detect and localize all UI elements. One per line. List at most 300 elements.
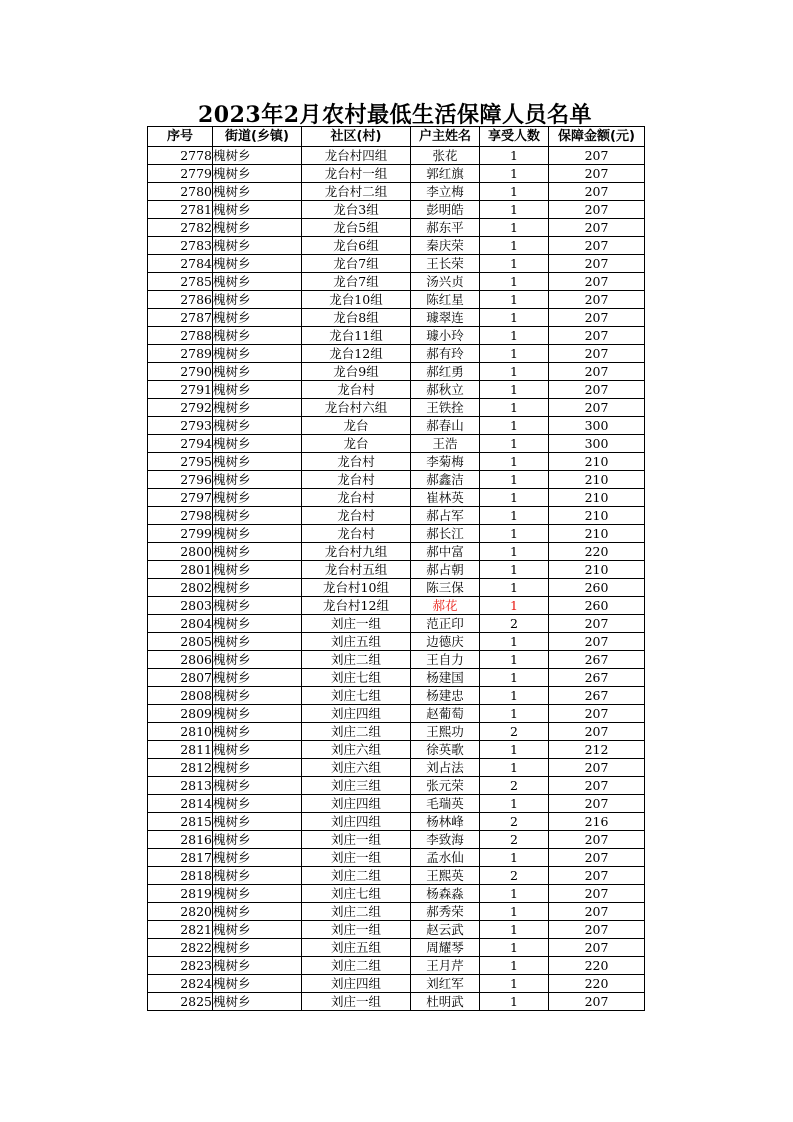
householder-name-cell: 孟水仙 [411, 849, 480, 867]
table-row [148, 921, 645, 939]
table-row [148, 957, 645, 975]
community-cell: 龙台村九组 [302, 543, 411, 561]
street-cell: 槐树乡 [213, 705, 302, 723]
beneficiary-count-cell: 1 [480, 165, 549, 183]
header-serial-no: 序号 [148, 127, 213, 147]
community-cell: 龙台村一组 [302, 165, 411, 183]
table-row [148, 345, 645, 363]
street-cell: 槐树乡 [213, 345, 302, 363]
table-row [148, 561, 645, 579]
householder-name-cell: 杨森淼 [411, 885, 480, 903]
community-cell: 刘庄六组 [302, 759, 411, 777]
amount-cell: 207 [549, 723, 645, 741]
amount-cell: 220 [549, 957, 645, 975]
beneficiary-count-cell: 1 [480, 363, 549, 381]
street-cell: 槐树乡 [213, 525, 302, 543]
community-cell: 龙台7组 [302, 255, 411, 273]
table-row [148, 651, 645, 669]
serial-no-cell: 2813 [148, 777, 213, 795]
householder-name-cell: 周耀琴 [411, 939, 480, 957]
community-cell: 刘庄二组 [302, 957, 411, 975]
beneficiary-count-cell: 1 [480, 345, 549, 363]
table-row [148, 579, 645, 597]
serial-no-cell: 2805 [148, 633, 213, 651]
householder-name-cell: 郝东平 [411, 219, 480, 237]
table-row [148, 507, 645, 525]
street-cell: 槐树乡 [213, 273, 302, 291]
street-cell: 槐树乡 [213, 921, 302, 939]
amount-cell: 207 [549, 885, 645, 903]
table-row [148, 273, 645, 291]
serial-no-cell: 2816 [148, 831, 213, 849]
community-cell: 龙台村 [302, 489, 411, 507]
community-cell: 龙台村二组 [302, 183, 411, 201]
serial-no-cell: 2786 [148, 291, 213, 309]
community-cell: 刘庄四组 [302, 813, 411, 831]
table-row [148, 471, 645, 489]
householder-name-cell: 汤兴贞 [411, 273, 480, 291]
amount-cell: 207 [549, 147, 645, 165]
beneficiary-count-cell: 2 [480, 831, 549, 849]
beneficiary-count-cell: 1 [480, 237, 549, 255]
serial-no-cell: 2810 [148, 723, 213, 741]
serial-no-cell: 2798 [148, 507, 213, 525]
beneficiary-count-cell: 1 [480, 435, 549, 453]
community-cell: 龙台6组 [302, 237, 411, 255]
street-cell: 槐树乡 [213, 975, 302, 993]
street-cell: 槐树乡 [213, 615, 302, 633]
street-cell: 槐树乡 [213, 579, 302, 597]
street-cell: 槐树乡 [213, 633, 302, 651]
amount-cell: 207 [549, 345, 645, 363]
beneficiary-count-cell: 1 [480, 201, 549, 219]
table-row [148, 903, 645, 921]
table-row [148, 543, 645, 561]
table-row [148, 147, 645, 165]
header-householder-name: 户主姓名 [411, 127, 480, 147]
serial-no-cell: 2796 [148, 471, 213, 489]
beneficiary-count-cell: 1 [480, 327, 549, 345]
street-cell: 槐树乡 [213, 867, 302, 885]
amount-cell: 267 [549, 651, 645, 669]
amount-cell: 207 [549, 993, 645, 1011]
amount-cell: 210 [549, 525, 645, 543]
table-row [148, 939, 645, 957]
beneficiary-count-cell: 1 [480, 147, 549, 165]
beneficiary-count-cell: 1 [480, 291, 549, 309]
community-cell: 刘庄四组 [302, 705, 411, 723]
serial-no-cell: 2778 [148, 147, 213, 165]
beneficiary-count-cell: 1 [480, 507, 549, 525]
serial-no-cell: 2811 [148, 741, 213, 759]
street-cell: 槐树乡 [213, 939, 302, 957]
householder-name-cell: 刘占法 [411, 759, 480, 777]
table-row [148, 831, 645, 849]
amount-cell: 207 [549, 255, 645, 273]
header-community: 社区(村) [302, 127, 411, 147]
beneficiary-count-cell: 1 [480, 957, 549, 975]
community-cell: 龙台9组 [302, 363, 411, 381]
street-cell: 槐树乡 [213, 147, 302, 165]
serial-no-cell: 2823 [148, 957, 213, 975]
street-cell: 槐树乡 [213, 363, 302, 381]
street-cell: 槐树乡 [213, 669, 302, 687]
street-cell: 槐树乡 [213, 795, 302, 813]
householder-name-cell: 崔林英 [411, 489, 480, 507]
beneficiary-count-cell: 1 [480, 687, 549, 705]
table-row [148, 201, 645, 219]
amount-cell: 212 [549, 741, 645, 759]
page-title: 2023年2月农村最低生活保障人员名单 [197, 102, 593, 128]
amount-cell: 207 [549, 165, 645, 183]
serial-no-cell: 2790 [148, 363, 213, 381]
amount-cell: 267 [549, 687, 645, 705]
householder-name-cell: 杜明武 [411, 993, 480, 1011]
community-cell: 刘庄五组 [302, 633, 411, 651]
serial-no-cell: 2817 [148, 849, 213, 867]
street-cell: 槐树乡 [213, 237, 302, 255]
amount-cell: 207 [549, 399, 645, 417]
table-row [148, 687, 645, 705]
table-row [148, 813, 645, 831]
serial-no-cell: 2783 [148, 237, 213, 255]
amount-cell: 220 [549, 975, 645, 993]
table-row [148, 741, 645, 759]
beneficiary-count-cell: 1 [480, 579, 549, 597]
householder-name-cell: 王自力 [411, 651, 480, 669]
street-cell: 槐树乡 [213, 543, 302, 561]
street-cell: 槐树乡 [213, 399, 302, 417]
amount-cell: 207 [549, 867, 645, 885]
amount-cell: 210 [549, 507, 645, 525]
beneficiary-count-cell: 2 [480, 813, 549, 831]
serial-no-cell: 2812 [148, 759, 213, 777]
table-row [148, 417, 645, 435]
table-row [148, 705, 645, 723]
householder-name-cell: 杨建忠 [411, 687, 480, 705]
beneficiary-count-cell: 1 [480, 849, 549, 867]
table-row [148, 237, 645, 255]
community-cell: 龙台村 [302, 507, 411, 525]
beneficiary-count-cell: 1 [480, 597, 549, 615]
community-cell: 龙台村10组 [302, 579, 411, 597]
beneficiary-count-cell: 1 [480, 993, 549, 1011]
community-cell: 刘庄二组 [302, 651, 411, 669]
community-cell: 龙台村四组 [302, 147, 411, 165]
table-row [148, 795, 645, 813]
table-row [148, 291, 645, 309]
serial-no-cell: 2806 [148, 651, 213, 669]
serial-no-cell: 2821 [148, 921, 213, 939]
header-amount: 保障金额(元) [549, 127, 645, 147]
serial-no-cell: 2780 [148, 183, 213, 201]
subsidy-roster-table [147, 126, 645, 1011]
householder-name-cell: 郝秀荣 [411, 903, 480, 921]
header-beneficiary-count: 享受人数 [480, 127, 549, 147]
beneficiary-count-cell: 1 [480, 705, 549, 723]
serial-no-cell: 2779 [148, 165, 213, 183]
serial-no-cell: 2782 [148, 219, 213, 237]
beneficiary-count-cell: 1 [480, 939, 549, 957]
table-row [148, 381, 645, 399]
amount-cell: 267 [549, 669, 645, 687]
serial-no-cell: 2802 [148, 579, 213, 597]
serial-no-cell: 2819 [148, 885, 213, 903]
householder-name-cell: 郝中富 [411, 543, 480, 561]
amount-cell: 207 [549, 615, 645, 633]
amount-cell: 207 [549, 237, 645, 255]
householder-name-cell: 李立梅 [411, 183, 480, 201]
street-cell: 槐树乡 [213, 561, 302, 579]
beneficiary-count-cell: 1 [480, 255, 549, 273]
street-cell: 槐树乡 [213, 435, 302, 453]
street-cell: 槐树乡 [213, 255, 302, 273]
householder-name-cell: 彭明皓 [411, 201, 480, 219]
serial-no-cell: 2818 [148, 867, 213, 885]
table-row [148, 723, 645, 741]
householder-name-cell: 郝占军 [411, 507, 480, 525]
beneficiary-count-cell: 1 [480, 381, 549, 399]
street-cell: 槐树乡 [213, 489, 302, 507]
table-row [148, 327, 645, 345]
street-cell: 槐树乡 [213, 471, 302, 489]
householder-name-cell: 郝红勇 [411, 363, 480, 381]
community-cell: 龙台村六组 [302, 399, 411, 417]
table-row [148, 777, 645, 795]
amount-cell: 207 [549, 939, 645, 957]
community-cell: 刘庄二组 [302, 867, 411, 885]
beneficiary-count-cell: 1 [480, 273, 549, 291]
householder-name-cell: 郝秋立 [411, 381, 480, 399]
street-cell: 槐树乡 [213, 597, 302, 615]
table-row [148, 183, 645, 201]
householder-name-cell: 璩翠连 [411, 309, 480, 327]
amount-cell: 207 [549, 921, 645, 939]
street-cell: 槐树乡 [213, 417, 302, 435]
community-cell: 龙台12组 [302, 345, 411, 363]
householder-name-cell: 王熙英 [411, 867, 480, 885]
community-cell: 刘庄一组 [302, 993, 411, 1011]
street-cell: 槐树乡 [213, 957, 302, 975]
beneficiary-count-cell: 2 [480, 723, 549, 741]
amount-cell: 207 [549, 363, 645, 381]
community-cell: 刘庄七组 [302, 669, 411, 687]
street-cell: 槐树乡 [213, 381, 302, 399]
community-cell: 刘庄一组 [302, 615, 411, 633]
table-body [148, 147, 645, 1011]
table-row [148, 615, 645, 633]
householder-name-cell: 张元荣 [411, 777, 480, 795]
householder-name-cell: 李菊梅 [411, 453, 480, 471]
serial-no-cell: 2793 [148, 417, 213, 435]
householder-name-cell: 张花 [411, 147, 480, 165]
amount-cell: 220 [549, 543, 645, 561]
community-cell: 刘庄一组 [302, 849, 411, 867]
community-cell: 龙台村 [302, 453, 411, 471]
community-cell: 刘庄七组 [302, 687, 411, 705]
beneficiary-count-cell: 1 [480, 489, 549, 507]
community-cell: 龙台11组 [302, 327, 411, 345]
table-row [148, 255, 645, 273]
serial-no-cell: 2795 [148, 453, 213, 471]
street-cell: 槐树乡 [213, 165, 302, 183]
beneficiary-count-cell: 2 [480, 867, 549, 885]
table-row [148, 975, 645, 993]
street-cell: 槐树乡 [213, 759, 302, 777]
beneficiary-count-cell: 2 [480, 615, 549, 633]
serial-no-cell: 2808 [148, 687, 213, 705]
serial-no-cell: 2804 [148, 615, 213, 633]
community-cell: 龙台村12组 [302, 597, 411, 615]
amount-cell: 207 [549, 849, 645, 867]
householder-name-cell: 璩小玲 [411, 327, 480, 345]
householder-name-cell: 李致海 [411, 831, 480, 849]
community-cell: 龙台村 [302, 381, 411, 399]
serial-no-cell: 2789 [148, 345, 213, 363]
amount-cell: 207 [549, 759, 645, 777]
householder-name-cell: 杨林峰 [411, 813, 480, 831]
street-cell: 槐树乡 [213, 831, 302, 849]
community-cell: 刘庄一组 [302, 831, 411, 849]
serial-no-cell: 2791 [148, 381, 213, 399]
beneficiary-count-cell: 1 [480, 471, 549, 489]
beneficiary-count-cell: 1 [480, 309, 549, 327]
serial-no-cell: 2814 [148, 795, 213, 813]
householder-name-cell: 郝长江 [411, 525, 480, 543]
amount-cell: 207 [549, 309, 645, 327]
householder-name-cell: 毛瑞英 [411, 795, 480, 813]
serial-no-cell: 2781 [148, 201, 213, 219]
table-row [148, 453, 645, 471]
beneficiary-count-cell: 1 [480, 669, 549, 687]
street-cell: 槐树乡 [213, 777, 302, 795]
amount-cell: 260 [549, 579, 645, 597]
community-cell: 龙台 [302, 435, 411, 453]
table-row [148, 597, 645, 615]
community-cell: 刘庄三组 [302, 777, 411, 795]
community-cell: 龙台10组 [302, 291, 411, 309]
community-cell: 刘庄四组 [302, 795, 411, 813]
table-row [148, 849, 645, 867]
beneficiary-count-cell: 1 [480, 543, 549, 561]
table-row [148, 219, 645, 237]
header-street: 街道(乡镇) [213, 127, 302, 147]
street-cell: 槐树乡 [213, 309, 302, 327]
community-cell: 刘庄五组 [302, 939, 411, 957]
beneficiary-count-cell: 1 [480, 885, 549, 903]
beneficiary-count-cell: 1 [480, 633, 549, 651]
community-cell: 刘庄二组 [302, 903, 411, 921]
table-row [148, 435, 645, 453]
serial-no-cell: 2825 [148, 993, 213, 1011]
serial-no-cell: 2822 [148, 939, 213, 957]
serial-no-cell: 2794 [148, 435, 213, 453]
beneficiary-count-cell: 1 [480, 921, 549, 939]
householder-name-cell: 郝鑫洁 [411, 471, 480, 489]
community-cell: 刘庄二组 [302, 723, 411, 741]
serial-no-cell: 2787 [148, 309, 213, 327]
table-row [148, 669, 645, 687]
householder-name-cell: 边德庆 [411, 633, 480, 651]
street-cell: 槐树乡 [213, 651, 302, 669]
amount-cell: 210 [549, 471, 645, 489]
street-cell: 槐树乡 [213, 201, 302, 219]
table-row [148, 363, 645, 381]
street-cell: 槐树乡 [213, 291, 302, 309]
street-cell: 槐树乡 [213, 723, 302, 741]
amount-cell: 207 [549, 903, 645, 921]
table-row [148, 759, 645, 777]
amount-cell: 207 [549, 273, 645, 291]
serial-no-cell: 2797 [148, 489, 213, 507]
serial-no-cell: 2800 [148, 543, 213, 561]
beneficiary-count-cell: 1 [480, 795, 549, 813]
beneficiary-count-cell: 1 [480, 453, 549, 471]
street-cell: 槐树乡 [213, 453, 302, 471]
householder-name-cell: 杨建国 [411, 669, 480, 687]
table-row [148, 399, 645, 417]
amount-cell: 207 [549, 291, 645, 309]
serial-no-cell: 2792 [148, 399, 213, 417]
street-cell: 槐树乡 [213, 687, 302, 705]
street-cell: 槐树乡 [213, 219, 302, 237]
community-cell: 龙台5组 [302, 219, 411, 237]
householder-name-cell: 王浩 [411, 435, 480, 453]
serial-no-cell: 2799 [148, 525, 213, 543]
amount-cell: 300 [549, 417, 645, 435]
amount-cell: 207 [549, 201, 645, 219]
street-cell: 槐树乡 [213, 885, 302, 903]
amount-cell: 207 [549, 219, 645, 237]
serial-no-cell: 2803 [148, 597, 213, 615]
table-row [148, 885, 645, 903]
community-cell: 龙台3组 [302, 201, 411, 219]
amount-cell: 260 [549, 597, 645, 615]
serial-no-cell: 2788 [148, 327, 213, 345]
beneficiary-count-cell: 1 [480, 759, 549, 777]
householder-name-cell: 王月芹 [411, 957, 480, 975]
amount-cell: 207 [549, 381, 645, 399]
amount-cell: 207 [549, 327, 645, 345]
street-cell: 槐树乡 [213, 183, 302, 201]
street-cell: 槐树乡 [213, 849, 302, 867]
beneficiary-count-cell: 2 [480, 777, 549, 795]
street-cell: 槐树乡 [213, 741, 302, 759]
serial-no-cell: 2807 [148, 669, 213, 687]
table-row [148, 309, 645, 327]
beneficiary-count-cell: 1 [480, 525, 549, 543]
amount-cell: 207 [549, 795, 645, 813]
community-cell: 龙台村 [302, 525, 411, 543]
beneficiary-count-cell: 1 [480, 219, 549, 237]
community-cell: 龙台村 [302, 471, 411, 489]
amount-cell: 210 [549, 489, 645, 507]
community-cell: 刘庄四组 [302, 975, 411, 993]
householder-name-cell: 郝占朝 [411, 561, 480, 579]
table-row [148, 633, 645, 651]
amount-cell: 207 [549, 633, 645, 651]
householder-name-cell: 范正印 [411, 615, 480, 633]
community-cell: 刘庄七组 [302, 885, 411, 903]
street-cell: 槐树乡 [213, 813, 302, 831]
householder-name-cell: 陈红星 [411, 291, 480, 309]
table-row [148, 993, 645, 1011]
street-cell: 槐树乡 [213, 507, 302, 525]
beneficiary-count-cell: 1 [480, 903, 549, 921]
table-row [148, 489, 645, 507]
amount-cell: 207 [549, 705, 645, 723]
householder-name-cell: 郭红旗 [411, 165, 480, 183]
